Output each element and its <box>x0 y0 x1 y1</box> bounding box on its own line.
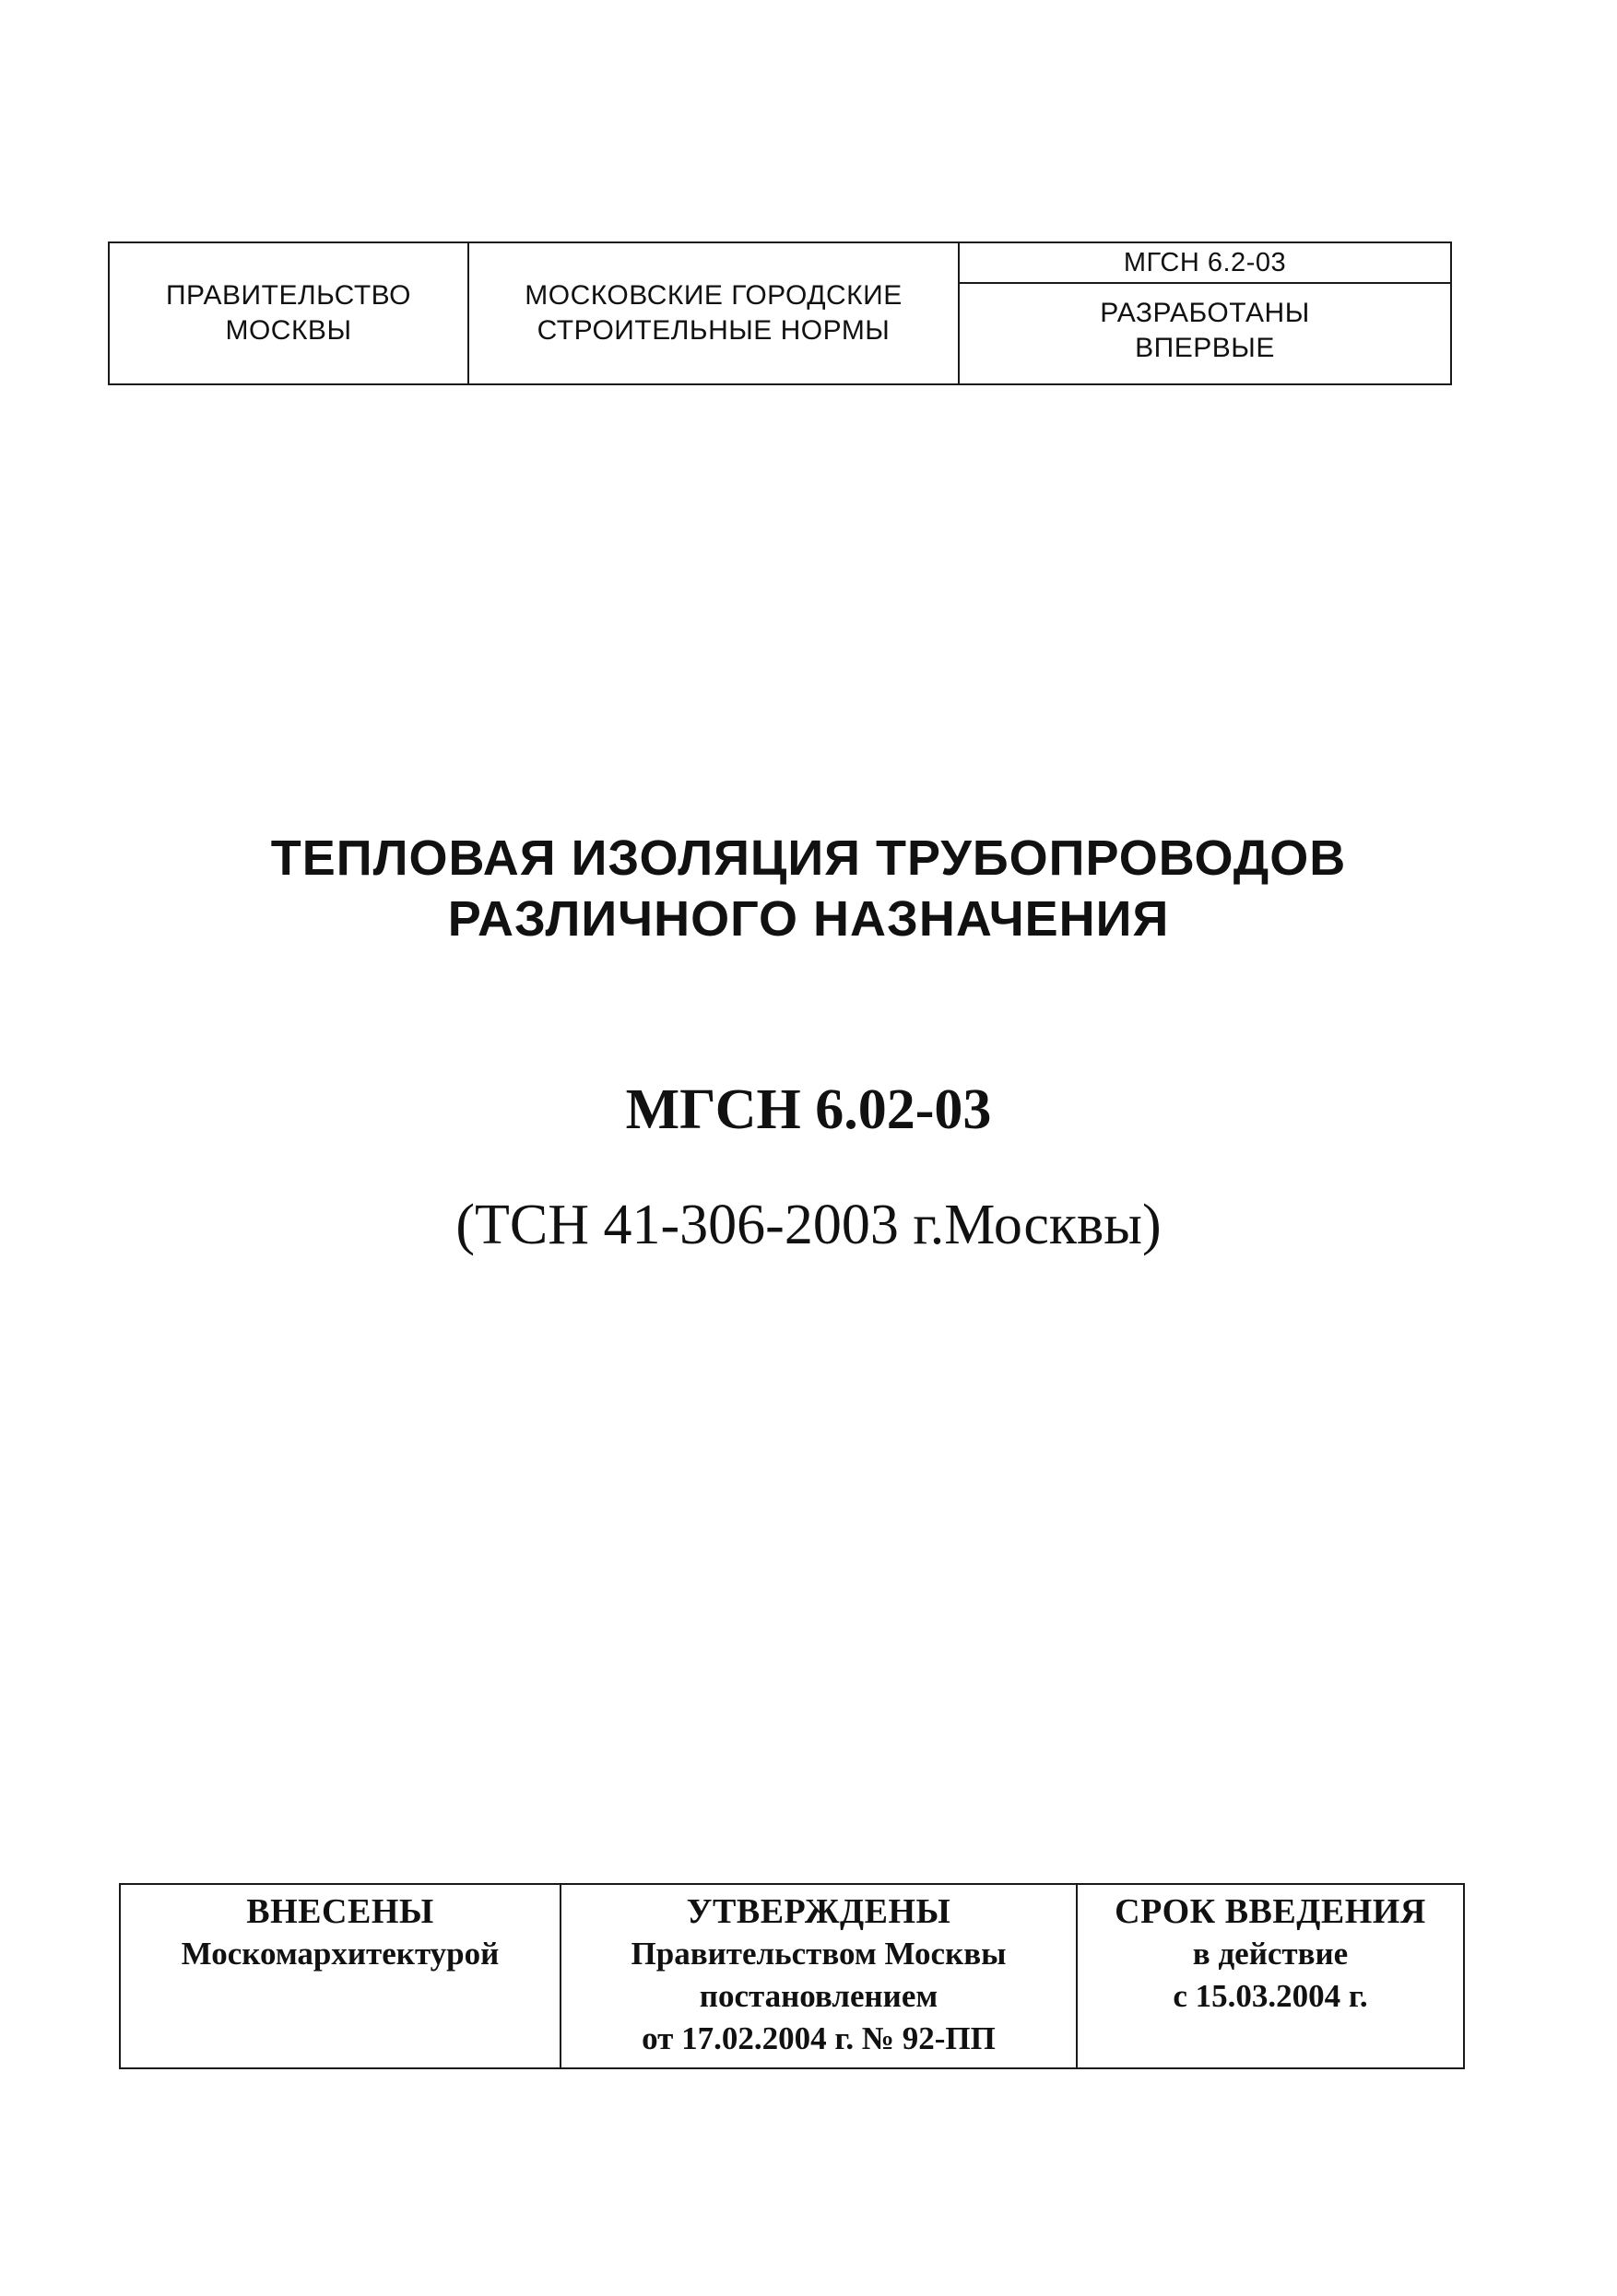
footer-approved-line-2: постановлением <box>699 1978 938 2014</box>
footer-introduced-cell <box>121 1885 561 2067</box>
header-developed-line-1: РАЗРАБОТАНЫ <box>1100 298 1310 328</box>
header-table <box>108 241 1452 385</box>
footer-approved-cell <box>561 1885 1078 2067</box>
document-code: МГСН 6.02-03 <box>625 1078 992 1141</box>
header-norms-type-cell <box>469 243 960 383</box>
footer-effective-heading: СРОК ВВЕДЕНИЯ <box>1115 1892 1426 1931</box>
header-developed-note <box>1100 284 1310 383</box>
header-authority-line-1: ПРАВИТЕЛЬСТВО <box>165 280 412 311</box>
footer-effective-line-2: с 15.03.2004 г. <box>1173 1978 1368 2014</box>
document-subcode: (ТСН 41-306-2003 г.Москвы) <box>455 1194 1162 1256</box>
header-code: МГСН 6.2-03 <box>960 243 1450 284</box>
footer-introduced-heading: ВНЕСЕНЫ <box>246 1892 434 1931</box>
document-title <box>0 828 1617 949</box>
footer-approved-heading: УТВЕРЖДЕНЫ <box>686 1892 951 1931</box>
header-norms-type-line-2: СТРОИТЕЛЬНЫЕ НОРМЫ <box>537 315 891 346</box>
document-title-line-1: ТЕПЛОВАЯ ИЗОЛЯЦИЯ ТРУБОПРОВОДОВ <box>270 830 1347 886</box>
header-code-cell <box>960 243 1450 383</box>
footer-table <box>119 1883 1465 2069</box>
footer-introduced-line-1: Москомархитектурой <box>181 1936 500 1972</box>
header-authority-cell <box>110 243 469 383</box>
footer-effective-cell <box>1078 1885 1463 2067</box>
footer-approved-line-1: Правительством Москвы <box>631 1936 1007 1972</box>
header-norms-type-line-1: МОСКОВСКИЕ ГОРОДСКИЕ <box>525 280 903 311</box>
document-title-line-2: РАЗЛИЧНОГО НАЗНАЧЕНИЯ <box>447 891 1170 947</box>
header-authority-line-2: МОСКВЫ <box>225 315 352 346</box>
footer-effective-line-1: в действие <box>1192 1936 1349 1972</box>
header-developed-line-2: ВПЕРВЫЕ <box>1135 333 1275 363</box>
footer-approved-line-3: от 17.02.2004 г. № 92-ПП <box>642 2020 996 2056</box>
